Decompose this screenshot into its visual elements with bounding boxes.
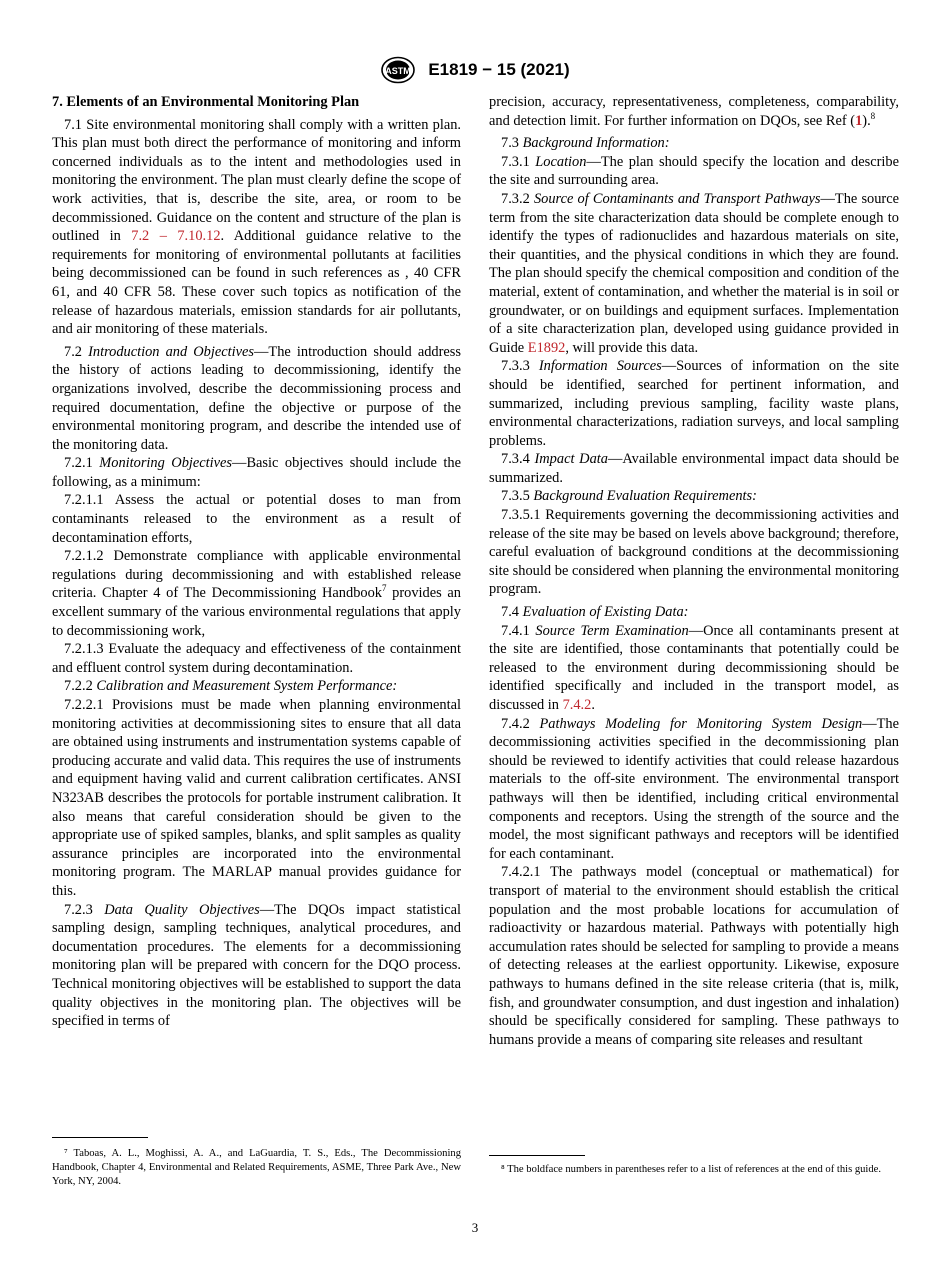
paragraph-7-4-2-1: 7.4.2.1 The pathways model (conceptual or mathematical) for transport of material to the environment should establish the critical population and the most probable locations for accumulation of radioactivity or hazardous material. Pathways with potentially high accumulation rates should be selected for sampling to provide a means of detecting releases at the earliest opportunity. Likewise, exposure pathways to humans defined in the site release criteria (that is, milk, fish, and groundwater consumption, and dust ingestion and inhalation) should be specifically considered for sampling. These pathways to humans provide a means of comparing site releases and resultant [489, 864, 899, 1048]
paragraph-7-2-3-continued: precision, accuracy, representativeness, completeness, comparability, and detection limit. For further information on DQOs, see Ref (1).$^8$ [489, 94, 899, 129]
paragraph-7-2-2-1: 7.2.2.1 Provisions must be made when planning environmental monitoring activities at decommissioning sites to ensure that all data are obtained using instruments and instrumentation systems capable of producing accurate and valid data. This requires the use of instruments and equipment having valid and current calibration certificates. ANSI N323AB describes the protocols for portable instrument calibration. It also means that careful consideration should be given to the appropriate use of spiked samples, blanks, and split samples as quality assurance principles are incorporated into the environmental monitoring program. The MARLAP manual provides guidance for this. [52, 697, 461, 899]
left-column [52, 93, 461, 1031]
page-header [0, 56, 950, 84]
footnote-7: ⁷ Taboas, A. L., Moghissi, A. A., and LaGuardia, T. S., Eds., The Decommissioning Handbook, Chapter 4, Environmental and Related Requirements, ASME, Three Park Ave., New York, NY, 2004. [52, 1148, 461, 1187]
paragraph-7-2-1-1: 7.2.1.1 Assess the actual or potential doses to man from contaminants released to the environment as a result of decontamination efforts, [52, 492, 461, 546]
right-column [489, 93, 899, 1049]
paragraph-7-3: 7.3 Background Information: [501, 135, 670, 152]
paragraph-7-2-1-2: 7.2.1.2 Demonstrate compliance with applicable environmental regulations during decommissioning and with established release criteria. Chapter 4 of The Decommissioning Handbook$^7$ provides an excellent summary of the various environmental regulations that apply to decommissioning work, [52, 548, 461, 639]
paragraph-7-3-5-1: 7.3.5.1 Requirements governing the decommissioning activities and release of the site may be based on levels above background; therefore, careful evaluation of background conditions at the decommissioning site should be considered when planning the environmental monitoring program. [489, 507, 899, 598]
ref-link-7-2[interactable]: 7.2 – 7.10.12 [131, 228, 221, 245]
svg-text:ASTM: ASTM [385, 66, 412, 76]
ref-link-e1892[interactable]: E1892 [527, 339, 566, 356]
astm-logo-icon [380, 56, 416, 84]
footnote-ref-7[interactable]: 7 [381, 583, 387, 594]
paragraph-7-4-1: 7.4.1 Source Term Examination—Once all contaminants present at the site are identified, those contaminants that potentially could be released to the environment during decommissioning should be identified specifically and included in the transport model, as discussed in 7.4.2. [489, 622, 899, 713]
footnote-rule-left [52, 1137, 148, 1138]
ref-link-1[interactable]: 1 [855, 112, 863, 129]
paragraph-7-3-3: 7.3.3 Information Sources—Sources of information on the site should be identified, searched for pertinent information, and summarized, including previous sampling, facility waste plans, environmental characterizations, radiation surveys, and local sampling problems. [489, 358, 899, 449]
paragraph-7-3-5: 7.3.5 Background Evaluation Requirements: [501, 488, 757, 505]
paragraph-7-4-2: 7.4.2 Pathways Modeling for Monitoring System Design—The decommissioning activities specified in the decommissioning plan should be reviewed to identify activities that could release hazardous materials to the off-site environment. The environmental transport pathways will then be identified, including critical environmental components and receptors. Using the strength of the source and the model, the most significant pathways and receptors will be identified for each contaminant. [489, 715, 899, 862]
page-number: 3 [471, 1220, 479, 1235]
footnote-ref-8[interactable]: 8 [870, 110, 876, 121]
paragraph-7-1: 7.1 Site environmental monitoring shall comply with a written plan. This plan must both direct the performance of monitoring and inform concerned individuals as to the intent and methodologies used in monitoring the environment. The plan must clearly define the scope of work activities, that is, describe the site, area, or room to be decommissioned. Guidance on the content and structure of the plan is outlined in 7.2 – 7.10.12. Additional guidance relative to the requirements for monitoring of environmental pollutants at facilities being decommissioned can be found in such references as , 40 CFR 61, and 40 CFR 58. These cover such topics as notification of the release of hazardous materials, emission standards for air pollutants, and air monitoring of these materials. [52, 116, 461, 338]
document-code: E1819 − 15 (2021) [428, 60, 570, 79]
section-heading: 7. Elements of an Environmental Monitoring Plan [52, 94, 360, 110]
paragraph-7-2-2: 7.2.2 Calibration and Measurement System Performance: [64, 678, 398, 695]
paragraph-7-2-1-3: 7.2.1.3 Evaluate the adequacy and effectiveness of the containment and effluent control system during decontamination. [52, 641, 461, 676]
paragraph-7-3-2: 7.3.2 Source of Contaminants and Transport Pathways—The source term from the site characterization data should be complete enough to identify the types of radionuclides and hazardous materials on site, their quantities, and the physical conditions in which they are found. The plan should specify the chemical composition and condition of the material, extent of contamination, and whether the material is in soil or groundwater, or on buildings and equipment surfaces. Implementation of a site characterization plan, developed using guidance provided in Guide E1892, will provide this data. [489, 190, 900, 356]
footnote-8: ⁸ The boldface numbers in parentheses refer to a list of references at the end of this guide. [501, 1164, 882, 1175]
paragraph-7-4: 7.4 Evaluation of Existing Data: [501, 604, 689, 621]
ref-link-7-4-2[interactable]: 7.4.2 [562, 697, 592, 713]
paragraph-7-2-1: 7.2.1 Monitoring Objectives—Basic objectives should include the following, as a minimum: [52, 455, 461, 490]
footnote-rule-right [489, 1155, 585, 1156]
paragraph-7-3-4: 7.3.4 Impact Data—Available environmental impact data should be summarized. [489, 451, 899, 486]
paragraph-7-3-1: 7.3.1 Location—The plan should specify the location and describe the site and surrounding area. [489, 153, 899, 189]
paragraph-7-2: 7.2 Introduction and Objectives—The introduction should address the history of actions leading to decommissioning, identify the organizations involved, describe the decommissioning process and required documentation, define the objective or purpose of the environmental monitoring program, and describe the intended use of the monitoring data. [52, 343, 461, 453]
paragraph-7-2-3: 7.2.3 Data Quality Objectives—The DQOs impact statistical sampling design, sampling techniques, analytical procedures, and documentation procedures. The elements for a decommissioning monitoring plan will be prepared with concern for the DQO process. Technical monitoring objectives will be established to support the data quality objectives in the monitoring plan. The objectives will be specified in terms of [52, 901, 461, 1030]
